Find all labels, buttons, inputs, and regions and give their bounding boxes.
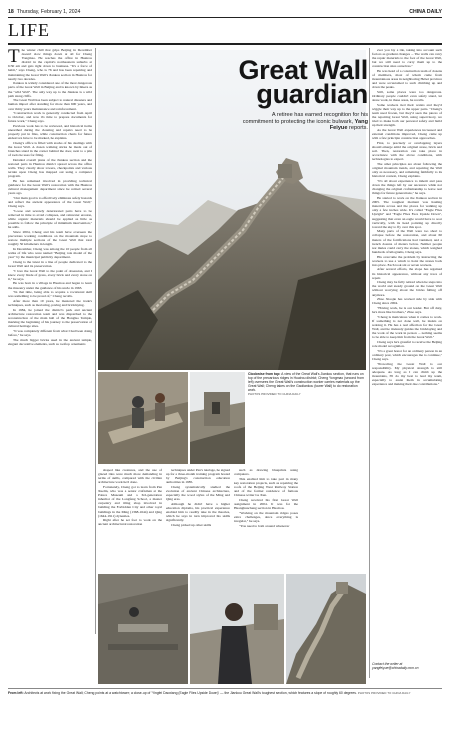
contact-label: Contact the writer at bbox=[372, 662, 403, 666]
article-paragraph: "It was completely different from what I had been doing before," he says. bbox=[8, 328, 92, 337]
article-headline: Great Wall guardian bbox=[238, 55, 368, 109]
article-paragraph: The Great Wall has been subject to natural disasters and human impact after standing for more than 600 years, and over thirty years maintenance and reinforcement. bbox=[8, 98, 92, 111]
contact-block bbox=[372, 662, 442, 670]
article-paragraph: He was head of a construction team of dozens of members, most of whom came from mountainous areas in neighboring Hebei province and were accustomed to such climbing up and down the peaks. bbox=[372, 69, 442, 90]
article-paragraph: Fortunately, Cheng got to learn from Pan Xuelin, who was a senior craftsman at the Palace Museum and a 3rd-generation inheritor of the Longfeng School, a master carpentry and tiling shop involved in building the Forbidden City and other royal buildings in the Ming (1368-1644) and Qing (1644-1911) dynasties. bbox=[98, 484, 162, 518]
article-paragraph: He started to work on the Jiankou section in 2005. The toughest moment was hauling materials across and the places for walking up only a few inches wide. It's called "Eagle Flies Upright" and "Eagle Flies Face Upside Down", suggesting that even an eagle would have to soar vertically, with its head pointing up directly toward the sky to fly over this spot. bbox=[372, 196, 442, 229]
article-paragraph: As the Great Wall experiences increased and external conditions improved, Cheng came up with a few principle construction approaches. bbox=[372, 128, 442, 141]
article-paragraph: Cheng is the latest in a line of people dedicated to the Great Wall and its preservation. bbox=[8, 259, 92, 268]
header-rule bbox=[8, 17, 442, 18]
bottom-caption-label: From left: bbox=[8, 691, 24, 695]
article-paragraph: He has remained involved in providing technical guidance for the Great Wall's restoration with the Huairou cultural management department since he retired several years ago. bbox=[8, 179, 92, 196]
article-paragraph: he winter chill that grips Beijing in December doesn't slow things down at all for Cheng Yongmao. He reaches the office in Huairou district in the capital's northeastern suburbs at 6:30 am and gets right down to business. "It's a force of habit," says Cheng, who is 76 and has been repairing and maintaining the Great Wall's Jiankou section in Huairou for nearly two decades. bbox=[8, 48, 92, 81]
article-paragraph: "It's all about experience to inherit and pass down the things left by our ancestors while not changing the original craftsmanship to leave real things for future generations," he says. bbox=[372, 179, 442, 196]
article-paragraph: Cheng received his first Great Wall assignment in 2004. It was for the Huanghuacheng section in Huairou. bbox=[234, 497, 298, 511]
caption-text: A view of the Great Wall's Jiankou section, that runs on top of the precarious ridges in Huairou district; Cheng Yongmao (second from left) oversees the Great Wall's construction worker carries materials up the Great Wall; Cheng takes on the Gaoliankou (tower Wall) to do restoration work. bbox=[248, 372, 364, 392]
section-rule bbox=[8, 43, 442, 45]
article-paragraph: "Having work, he is our leader. But off duty, he's more like brothers," Zhao says. bbox=[372, 306, 442, 315]
article-paragraph: The other principles are about following the original mountain trends, and repairing the Wall only as necessary, and remaining faithfully to its historical context, Cheng explains. bbox=[372, 162, 442, 179]
article-paragraph: After several efforts, the slope has regained its historical appearance, without any trace of repair. bbox=[372, 267, 442, 280]
article-paragraph: In 1984, he joined the district's park and ancient architecture restoration team and was dispatched to the reconstruction of the main hall of the Hongluo Temple, marking the beginning of his journey to the preservation of cultural heritage sites. bbox=[8, 307, 92, 329]
article-paragraph: "Construction work is generally conducted from April to October, and now it's time to prepare documents for future work," Cheng says. bbox=[8, 111, 92, 124]
article-paragraph: Many parts of the Wall were too short to collapse before the restoration, and about 60 meters of the fortifications had vanished, and a trench dozens of meters below. Neither people nor mules could carry the stones, which weighed hundreds of kilograms, Cheng says. bbox=[372, 229, 442, 254]
article-column-5 bbox=[372, 48, 442, 660]
deck-byline: Yang Feiyue bbox=[329, 118, 368, 132]
bottom-photo-architects bbox=[98, 574, 188, 684]
article-paragraph: He was born in a village in Huairou and began to learn the masonry under the guidance of his uncle in 1963. bbox=[8, 281, 92, 290]
article-paragraph: Cheng says he's grateful to receive the Beijing role model recognition. bbox=[372, 339, 442, 349]
article-paragraph: The much bigger bricks used in the ancient temple, elegant decorative elements, such as rooftop ornaments bbox=[8, 337, 92, 346]
column-divider bbox=[95, 48, 96, 634]
article-paragraph: Detailed overall plans of the Jiankou section and the restored parts in Huairou district spread across the office walls. They clearly show towers, checkpoints and various terrain upon Cheng has mapped out using a computer program. bbox=[8, 158, 92, 179]
deck-text: A retiree has earned recognition for his commitment to protecting the iconic bulwark, bbox=[242, 112, 368, 125]
article-paragraph: "Cheng is meticulous when it comes to work. If something is not done well, he insists on redoing it. He has a real affection for the Great Wall, and he tirelessly guides the bricklaying and the work of the work in person ... nothing seems to be able to keep him from the Great Wall." bbox=[372, 314, 442, 340]
article-column-2 bbox=[98, 468, 162, 568]
article-column-1 bbox=[8, 48, 92, 634]
watchtower-photo bbox=[190, 372, 245, 464]
article-paragraph: Still, some places were too dangerous. Ordinary people couldn't even safely stand, let alone work, in these areas, he recalls. bbox=[372, 90, 442, 103]
publication-name: CHINA DAILY bbox=[409, 9, 442, 15]
photo-caption-bottom bbox=[8, 691, 442, 695]
drop-cap: T bbox=[8, 48, 20, 67]
article-paragraph: First, to precisely or overlapping layers should emerge amid the original stone, brick and soil. Then, restoration can take place in accordance with the above conditions, with technologies to expect. bbox=[372, 141, 442, 162]
article-paragraph: such as drawing blueprints using computers. bbox=[234, 468, 298, 477]
article-paragraph: "In that time, being able to acquire a vocational skill was something to be proud of," Cheng recalls. bbox=[8, 290, 92, 299]
article-paragraph: Zhao Xiaojie has worked side by side with Cheng since 2004. bbox=[372, 297, 442, 306]
article-column-3 bbox=[166, 468, 230, 568]
article-paragraph: "I love the Great Wall to the point of obsession, and I know every blade of grass, every brick and every stone on it," he says. bbox=[8, 268, 92, 281]
article-paragraph: After more than 10 years, he mastered the trade's techniques, such as mortaring, paving and bricklaying. bbox=[8, 299, 92, 308]
article-paragraph: Jiankou is widely considered one of the most dangerous parts of the Great Wall in Beijing and is known by hikers as the "wild Wall". The only way up to the Jiankou is a wild path along cliffs. bbox=[8, 81, 92, 98]
caption-label: Clockwise from top: bbox=[248, 372, 281, 376]
page-meta bbox=[8, 9, 80, 15]
article-paragraph: Right after he set foot to work on the ancient architectural restoration bbox=[98, 518, 162, 527]
article-paragraph: "You need to both around whenever bbox=[239, 523, 290, 528]
article-deck bbox=[240, 112, 368, 132]
article-paragraph: Cheng picked up other skills bbox=[171, 523, 212, 527]
article-paragraph: Cheng's office is filled with stacks of his dealings with the Great Wall. A dozen walking sticks he made out of branches stand in the corner behind the door, next to a pile of tools he uses for filing. bbox=[8, 141, 92, 158]
photo-credit: PHOTOS PROVIDED TO CHINA DAILY bbox=[248, 392, 301, 396]
bottom-caption-text: Architects at work fixing the Great Wall; Cheng points at a watchtower; a close-up of 'Yingfei Daoxiang (Eagle Flies Upside Down)' — the Jiankou Great Wall's toughest section, which features a slope of roughly 60 degrees. bbox=[24, 691, 357, 695]
article-paragraph: techniques under Pan's tutelage, he signed up for a three-month training program hosted by Beijing's construction education authorities in 1985. bbox=[166, 468, 230, 485]
article-paragraph: "It's a great honor for an ordinary person in an ordinary post, which encourages me to continue," Cheng says. bbox=[372, 348, 442, 361]
article-paragraph: In December, Cheng was among the 10 people from all walks of life who were named "Beijing role model of the year" by the municipal publicity department. bbox=[8, 246, 92, 260]
article-paragraph: His overcame the problem by instructing the workers to use a winch to hoist the stones back into place. Each took six or seven workers. bbox=[372, 254, 442, 267]
article-column-4 bbox=[234, 468, 298, 568]
article-paragraph: Since 2004, Cheng and his team have overseen the precarious working conditions on the mountain slope to restore multiple sections of the Great Wall that total roughly 50 kilometers in length. bbox=[8, 229, 92, 247]
section-title: LIFE bbox=[8, 20, 50, 40]
page-number: 18 bbox=[8, 9, 14, 15]
article-paragraph: Previous work has to be reviewed, and historical items unearthed during the cleaning and repairs need to be properly put in files, while construction charts for future endeavors have to be marked, he explains. bbox=[8, 124, 92, 141]
article-paragraph: ever you lay a tile, taking into account such factors as gradient changes ... The walls can carry the repair materials to the foot of the Great Wall, but we still need to carry them up to the construction sites ourselves." bbox=[372, 48, 442, 69]
article-paragraph: Although he didn't have a higher education diploma, his practical experience enabled him to readily take in the theories, which he says in turn improved his skills significantly. bbox=[166, 501, 230, 523]
article-paragraph: Cheng may be fully retired when he steps into the world and steady ground on the Great Wall without worrying about the bricks falling off anymore. bbox=[372, 280, 442, 297]
deck-text-end: reports. bbox=[347, 125, 368, 132]
column-divider bbox=[369, 48, 370, 678]
article-paragraph: This enabled him to take part in many key restoration projects, such as repairing the roofs of the Beijing West Railway Station and of the former residence of famous Chinese writer Lu Xun. bbox=[234, 476, 298, 498]
contact-email: yangfeiyue@chinadaily.com.cn bbox=[372, 666, 419, 670]
workers-photo bbox=[98, 372, 188, 464]
article-paragraph: "Working on the mountain ridges poses extra challenges, since everything is irregular," he says. bbox=[234, 510, 298, 523]
article-paragraph: "Our main goal is to effectively eliminate safety hazards and reflect the ancient appearance of the Great Wall," Cheng says. bbox=[8, 196, 92, 209]
article-paragraph: Some workers tied their waists and they'd wiggle their way up to the upper parts. "Cheng's team used frozen, but they'd seen the pieces of the repairing Great Wall, using supervisory, we tried to make both our personal safety and build up their strength. bbox=[372, 103, 442, 128]
article-paragraph: "Loose and severely deteriorated parts have to be removed in time to avoid collapses, and rainwater erosion, while organic materials should be applied as little as possible to follow the principle of minimum intervention," he adds. bbox=[8, 208, 92, 230]
caption-rule bbox=[8, 688, 442, 689]
bottom-photo-credit: PHOTOS PROVIDED TO CHINA DAILY bbox=[357, 691, 411, 695]
article-paragraph: Cheng systematically studied the evolution of ancient Chinese architecture, especially the wood styles of the Ming and Qing eras. bbox=[166, 484, 230, 502]
bottom-photo-cheng bbox=[190, 574, 284, 684]
page-date: Thursday, February 1, 2024 bbox=[16, 9, 81, 15]
article-paragraph: shaped like creatures, and the use of glazed tiles were much more demanding in terms of skills, compared with the civilian architecture work he'd done. bbox=[98, 468, 162, 485]
article-paragraph: "Protecting the Great Wall is our responsibility. My physical strength is still adequate. As long as I can climb up the mountains, I'll do my best to lead my team, especially to assist them in accumulating experience and making their due contributions." bbox=[372, 361, 442, 387]
bottom-photo-eagle-slope bbox=[286, 574, 366, 684]
photo-caption-center bbox=[248, 372, 366, 402]
